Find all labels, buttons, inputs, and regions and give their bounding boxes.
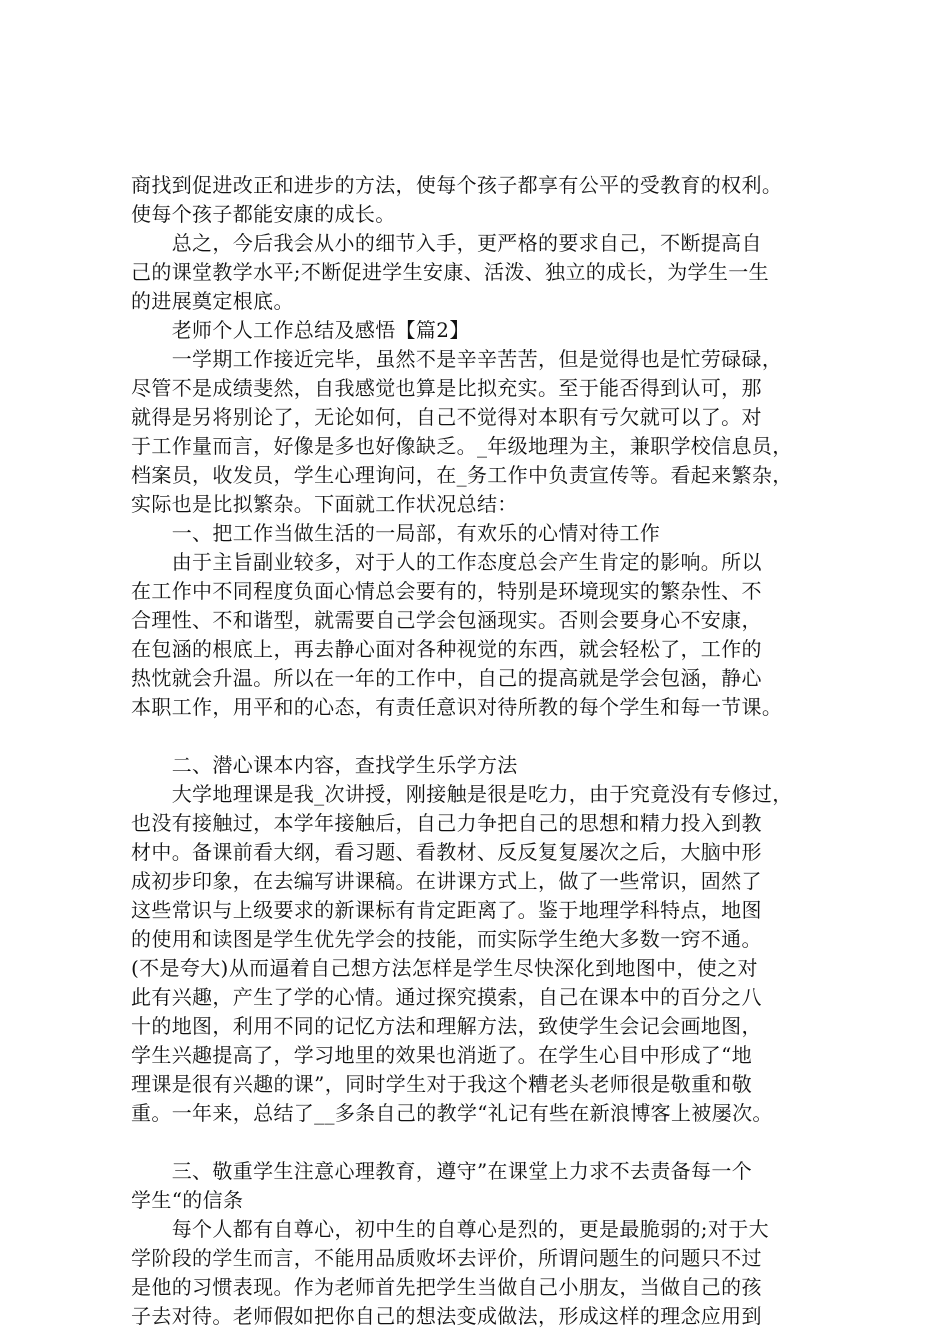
text-line: 学生兴趣提高了，学习地里的效果也消逝了。在学生心目中形成了“地 [131,1043,753,1067]
text-line: (不是夸大)从而逼着自己想方法怎样是学生尽快深化到地图中，使之对 [131,956,758,980]
text-line: 档案员，收发员，学生心理询问，在_务工作中负责宣传等。看起来繁杂， [131,463,793,487]
blank-line [131,1128,831,1157]
text-line: 的使用和读图是学生优先学会的技能，而实际学生绝大多数一窍不通。 [131,927,762,951]
text-line: 一学期工作接近完毕，虽然不是辛辛苦苦，但是觉得也是忙劳碌碌， [131,347,783,371]
text-line: 己的课堂教学水平;不断促进学生安康、活泼、独立的成长，为学生一生 [131,260,769,284]
text-line: 这些常识与上级要求的新课标有肯定距离了。鉴于地理学科特点，地图 [131,898,762,922]
text-line: 二、潜心课本内容，查找学生乐学方法 [131,753,518,777]
text-line: 学阶段的学生而言，不能用品质败坏去评价，所谓问题生的问题只不过 [131,1246,762,1270]
text-line: 理课是很有兴趣的课”，同时学生对于我这个糟老头老师很是敬重和敬 [131,1072,753,1096]
text-line: 热忱就会升温。所以在一年的工作中，自己的提高就是学会包涵，静心 [131,666,762,690]
text-line: 十的地图，利用不同的记忆方法和理解方法，致使学生会记会画地图， [131,1014,762,1038]
text-line: 使每个孩子都能安康的成长。 [131,202,396,226]
blank-line [131,722,831,751]
text-line: 就得是另将别论了，无论如何，自己不觉得对本职有亏欠就可以了。对 [131,405,762,429]
text-line: 成初步印象，在去编写讲课稿。在讲课方式上，做了一些常识，固然了 [131,869,762,893]
text-line: 也没有接触过，本学年接触后，自己力争把自己的思想和精力投入到教 [131,811,762,835]
text-line: 学生“的信条 [131,1188,244,1212]
text-line: 实际也是比拟繁杂。下面就工作状况总结： [131,492,518,516]
text-line: 商找到促进改正和进步的方法，使每个孩子都享有公平的受教育的权利。 [131,173,783,197]
text-line: 是他的习惯表现。作为老师首先把学生当做自己小朋友，当做自己的孩 [131,1275,762,1299]
text-line: 于工作量而言，好像是多也好像缺乏。_年级地理为主，兼职学校信息员， [131,434,793,458]
document-body [131,171,831,1331]
text-line: 总之，今后我会从小的细节入手，更严格的要求自己，不断提高自 [131,231,762,255]
text-line: 在包涵的根底上，再去静心面对各种视觉的东西，就会轻松了，工作的 [131,637,762,661]
text-line: 此有兴趣，产生了学的心情。通过探究摸索，自己在课本中的百分之八 [131,985,762,1009]
text-line: 在工作中不同程度负面心情总会要有的，特别是环境现实的繁杂性、不 [131,579,762,603]
text-line: 的进展奠定根底。 [131,289,294,313]
text-line: 材中。备课前看大纲，看习题、看教材、反反复复屡次之后，大脑中形 [131,840,762,864]
text-line: 老师个人工作总结及感悟【篇2】 [131,318,470,342]
text-line: 由于主旨副业较多，对于人的工作态度总会产生肯定的影响。所以 [131,550,762,574]
text-line: 合理性、不和谐型，就需要自己学会包涵现实。否则会要身心不安康， [131,608,762,632]
text-line: 子去对待。老师假如把你自己的想法变成做法，形成这样的理念应用到 [131,1304,762,1328]
text-line: 一、把工作当做生活的一局部，有欢乐的心情对待工作 [131,521,661,545]
text-line: 尽管不是成绩斐然，自我感觉也算是比拟充实。至于能否得到认可，那 [131,376,762,400]
text-line: 每个人都有自尊心，初中生的自尊心是烈的，更是最脆弱的;对于大 [131,1217,769,1241]
text-line: 本职工作，用平和的心态，有责任意识对待所教的每个学生和每一节课。 [131,695,783,719]
text-line: 重。一年来，总结了__多条自己的教学“礼记有些在新浪博客上被屡次。 [131,1101,773,1125]
text-line: 大学地理课是我_次讲授，刚接触是很是吃力，由于究竟没有专修过， [131,782,793,806]
text-line: 三、敬重学生注意心理教育，遵守”在课堂上力求不去责备每一个 [131,1159,753,1183]
